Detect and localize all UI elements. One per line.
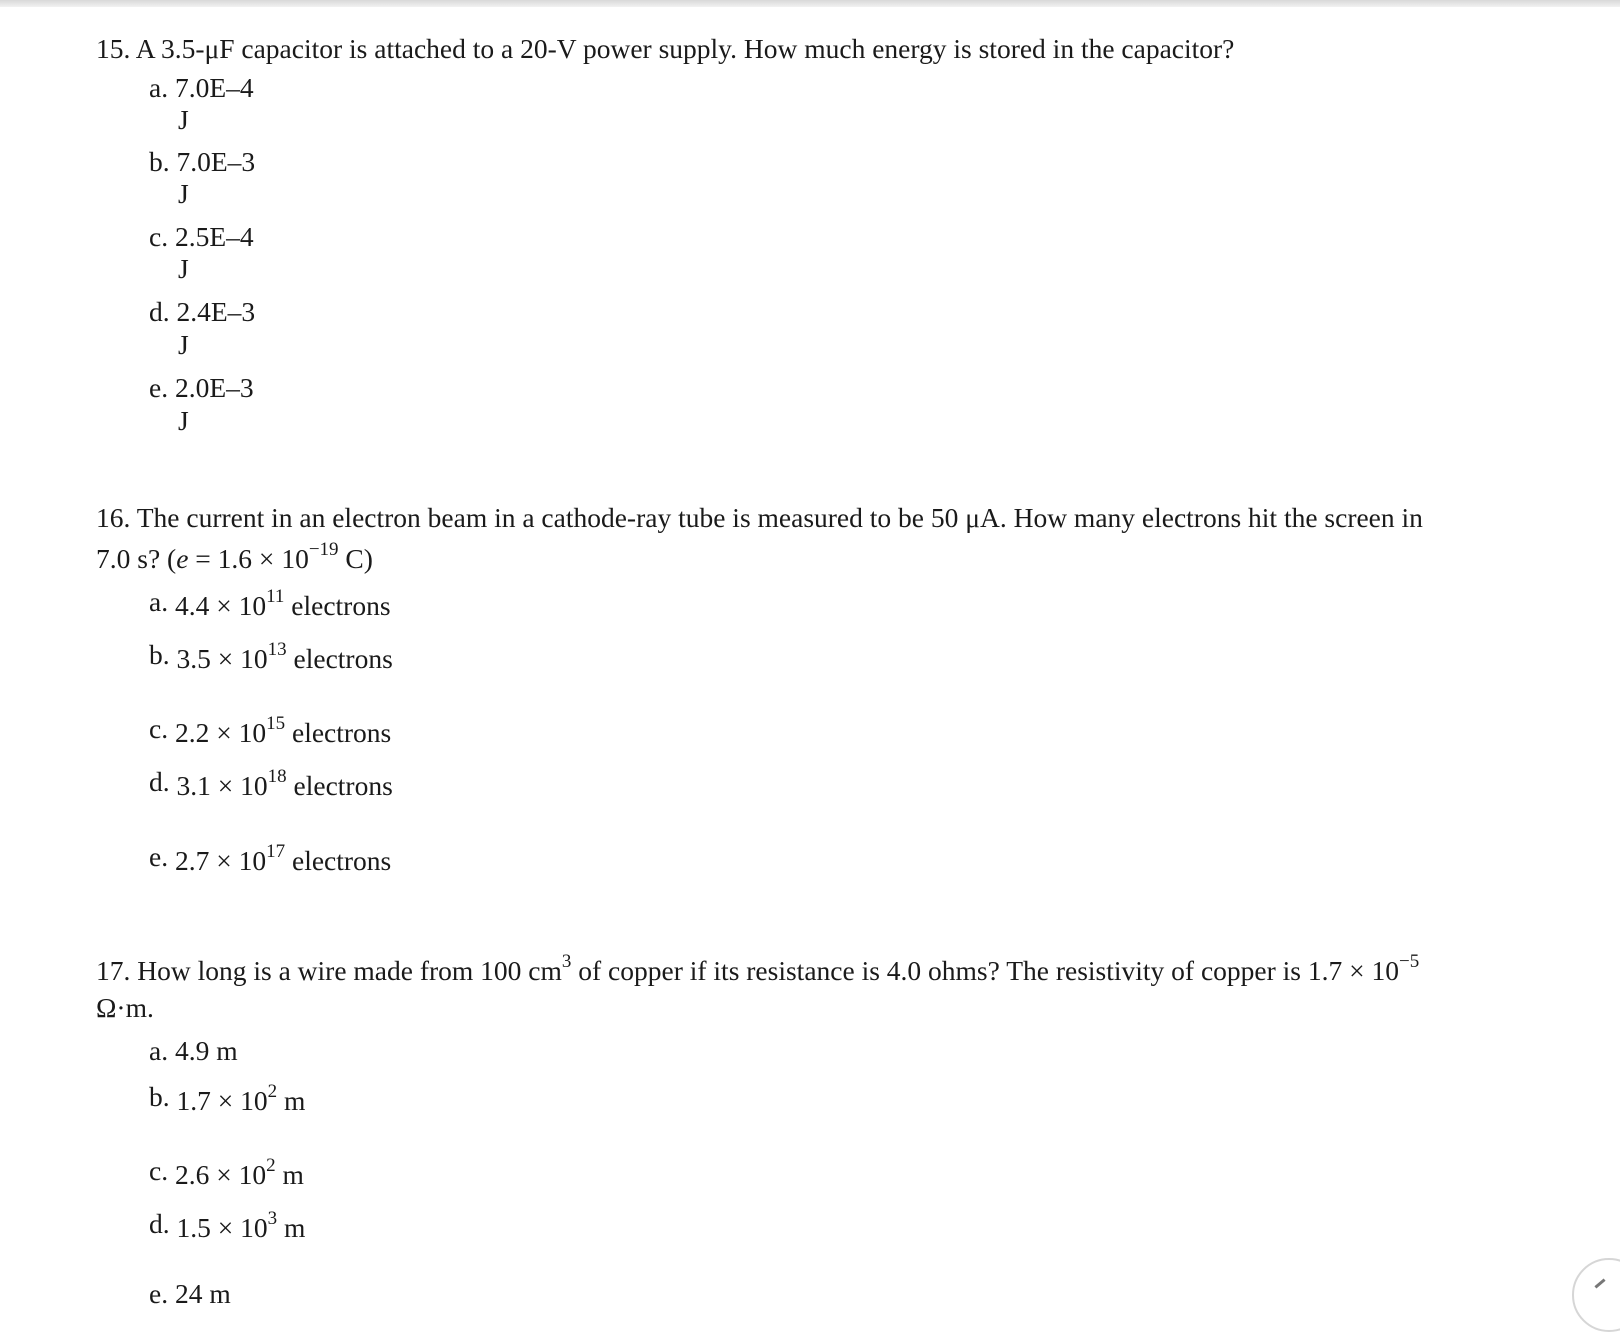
option-label: a. [149,586,169,617]
question-16-line-1: 16. The current in an electron beam in a cathode-ray tube is measured to be 50 μA. How many electrons hit the screen in [96,502,1423,533]
option-mantissa: 2.7 × 10 [174,845,267,876]
window-top-edge [0,0,1620,7]
option-mantissa: 2.6 × 10 [174,1159,267,1190]
q17-line1-pre: 17. How long is a wire made from 100 cm [96,955,562,986]
q15-option-d[interactable] [149,296,255,328]
q17-option-d[interactable] [149,1208,306,1244]
q17-exponent-cm: 3 [561,951,572,972]
option-value: 7.0E–3 [176,146,256,177]
option-suffix: m [277,1212,306,1243]
option-label: e. [149,841,169,872]
q15-option-d-unit: J [178,329,189,360]
option-value: 2.4E–3 [176,296,256,327]
q15-option-a[interactable] [149,72,254,104]
option-exponent: 17 [266,841,286,862]
option-suffix: electrons [285,717,392,748]
q16-option-b[interactable] [149,639,393,675]
q16-symbol-e: e [176,543,189,574]
q16-option-c[interactable] [149,713,392,749]
option-mantissa: 3.5 × 10 [176,643,268,674]
q16-option-d[interactable] [149,766,393,802]
question-15-text: 15. A 3.5-μF capacitor is attached to a 20-V power supply. How much energy is stored in the capacitor? [96,33,1235,64]
option-label: c. [149,1155,169,1186]
option-mantissa: 1.5 × 10 [176,1212,268,1243]
q15-option-e[interactable] [149,372,254,404]
option-label: b. [149,1081,170,1112]
option-suffix: electrons [286,770,393,801]
option-value: 7.0E–4 [174,72,254,103]
q17-option-c[interactable] [149,1155,304,1191]
option-label: e. [149,372,169,403]
option-value: 2.5E–4 [174,221,254,252]
option-label: c. [149,221,169,252]
option-label: e. [149,1278,169,1309]
option-value: 4.9 m [174,1035,238,1066]
q16-option-e[interactable] [149,841,392,877]
option-exponent: 13 [267,639,287,660]
option-value: 2.0E–3 [174,372,254,403]
option-exponent: 3 [267,1208,278,1229]
q16-line2-mid: = 1.6 × 10 [188,543,309,574]
edit-pencil-icon[interactable] [1572,1258,1620,1332]
q15-option-b-unit: J [178,178,189,209]
q17-line1-mid: of copper if its resistance is 4.0 ohms? The resistivity of copper is 1.7 × 10 [571,955,1400,986]
option-suffix: m [275,1159,304,1190]
question-16-line-2 [96,539,373,575]
option-mantissa: 2.2 × 10 [174,717,267,748]
option-exponent: 11 [266,586,285,607]
option-suffix: electrons [285,845,392,876]
option-label: b. [149,639,170,670]
question-17-line-1 [96,951,1420,987]
option-label: d. [149,1208,170,1239]
q17-option-b[interactable] [149,1081,306,1117]
q15-option-c[interactable] [149,221,254,253]
option-label: c. [149,713,169,744]
q16-option-a[interactable] [149,586,391,622]
option-label: a. [149,72,169,103]
option-mantissa: 4.4 × 10 [174,590,267,621]
option-exponent: 15 [266,713,286,734]
q16-line2-post: C) [338,543,373,574]
q17-option-a[interactable] [149,1035,238,1067]
q16-line2-pre: 7.0 s? ( [96,543,177,574]
q17-exponent-resistivity: −5 [1399,951,1420,972]
option-value: 24 m [174,1278,231,1309]
option-mantissa: 3.1 × 10 [176,770,268,801]
option-suffix: m [277,1085,306,1116]
option-suffix: electrons [284,590,391,621]
question-17-line-2: Ω·m. [96,992,154,1023]
q15-option-c-unit: J [178,253,189,284]
q16-exponent: −19 [308,539,339,560]
option-mantissa: 1.7 × 10 [176,1085,268,1116]
option-label: b. [149,146,170,177]
option-label: a. [149,1035,169,1066]
option-exponent: 18 [267,766,287,787]
option-exponent: 2 [266,1155,276,1176]
option-suffix: electrons [286,643,393,674]
option-exponent: 2 [267,1081,278,1102]
q15-option-b[interactable] [149,146,255,178]
q15-option-a-unit: J [178,104,189,135]
q17-option-e[interactable] [149,1278,231,1310]
q15-option-e-unit: J [178,405,189,436]
option-label: d. [149,296,170,327]
option-label: d. [149,766,170,797]
